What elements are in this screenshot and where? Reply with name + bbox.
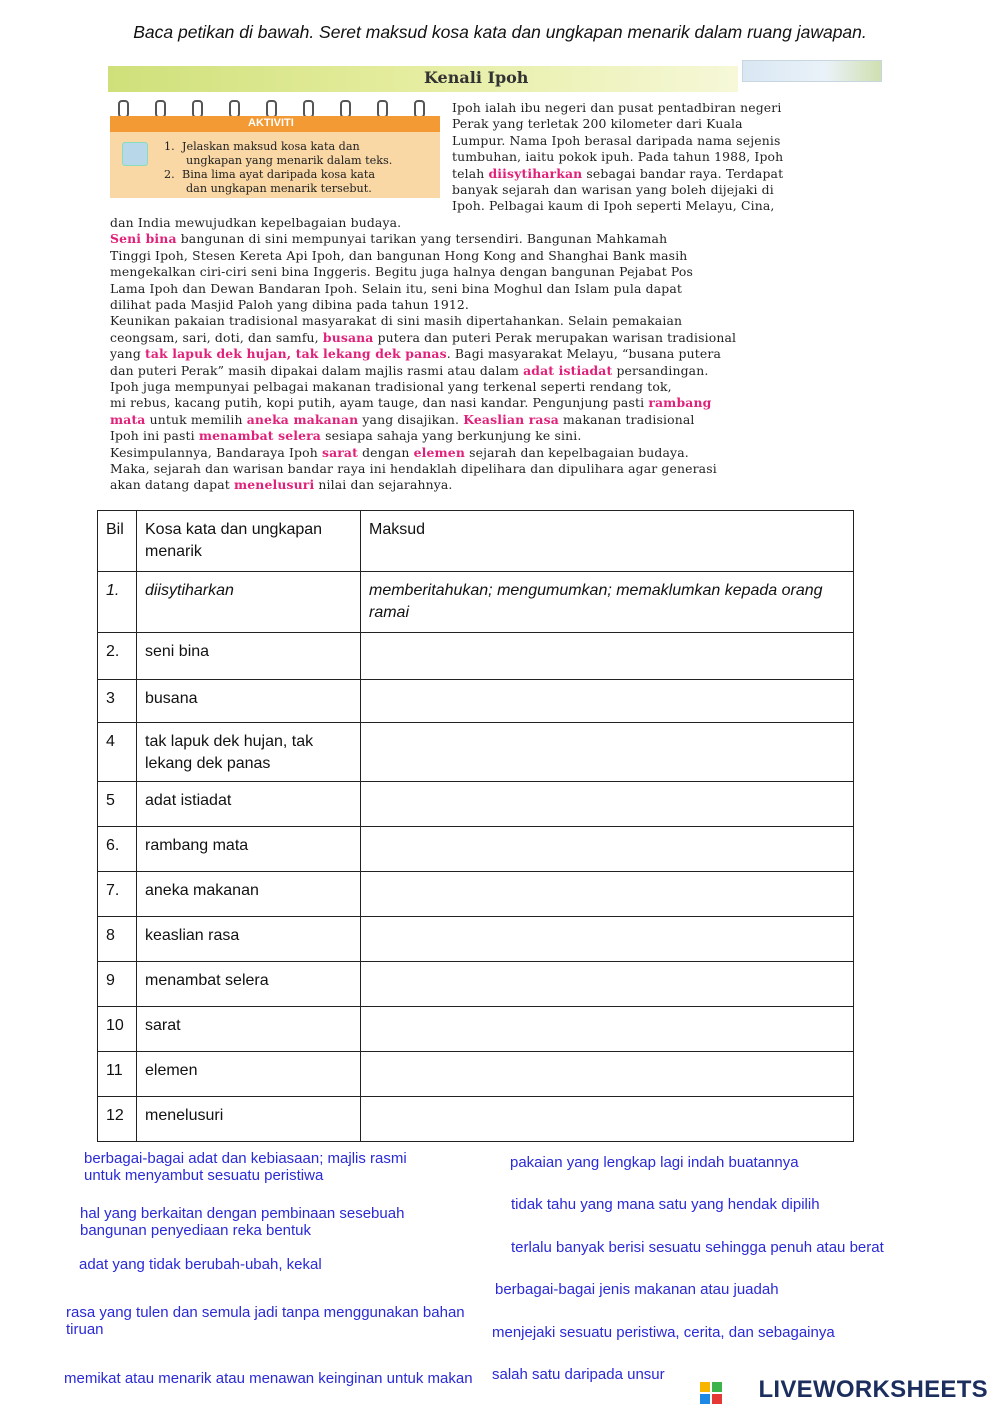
excerpt-text-segment: sejarah dan kepelbagaian budaya. [465,444,689,460]
excerpt-text-segment: untuk memilih [145,411,247,427]
excerpt-line [110,248,860,265]
excerpt-text-segment: Ipoh ialah ibu negeri dan pusat pentadbiran negeri [452,100,782,115]
excerpt-text-segment: Ipoh ini pasti [110,428,199,444]
excerpt-text-segment: aneka makanan [246,411,359,427]
header-bil: Bil [98,511,137,572]
row-number: 4 [98,723,137,782]
excerpt-text-segment: yang [110,346,145,362]
table-row [98,1097,854,1142]
answer-option[interactable]: rasa yang tulen dan semula jadi tanpa menggunakan bahan tiruan [66,1304,465,1338]
excerpt-text-segment: rambang [648,395,712,411]
aktiviti-item-line: ungkapan yang menarik dalam teks. [186,154,393,167]
row-kosa-kata: sarat [137,1007,361,1052]
excerpt-line [110,346,860,363]
answer-option[interactable]: terlalu banyak berisi sesuatu sehingga penuh atau berat [511,1239,884,1256]
answer-table-2 [97,826,854,1142]
excerpt-text-segment: bangunan di sini mempunyai tarikan yang tersendiri. Bangunan Mahkamah [176,231,668,247]
row-kosa-kata: tak lapuk dek hujan, tak lekang dek panas [137,723,361,782]
excerpt-text-segment: menambat selera [198,428,321,444]
answer-drop-zone[interactable] [361,1007,854,1052]
excerpt-text-segment: Lama Ipoh dan Dewan Bandaran Ipoh. Selain itu, seni bina Moghul dan Islam pula dapat [110,280,682,296]
excerpt-text-segment: Tinggi Ipoh, Stesen Kereta Api Ipoh, dan bangunan Hong Kong and Shanghai Bank masih [110,247,688,263]
excerpt-text-segment: makanan tradisional [558,411,695,427]
table-row [98,633,854,680]
answer-option[interactable]: adat yang tidak berubah-ubah, kekal [79,1256,322,1273]
excerpt-line [452,149,860,166]
excerpt-text-segment: dengan [358,444,414,460]
aktiviti-item-line: Bina lima ayat daripada kosa kata [182,168,376,181]
row-number: 2. [98,633,137,680]
excerpt-line [110,264,860,281]
excerpt-line [110,231,860,248]
excerpt-text-segment: mata [110,411,146,427]
row-number: 12 [98,1097,137,1142]
answer-drop-zone[interactable] [361,962,854,1007]
excerpt-text-segment: dilihat pada Masjid Paloh yang dibina pada tahun 1912. [110,297,470,312]
table-row [98,917,854,962]
excerpt-line [452,166,860,183]
title-bar [108,66,738,92]
excerpt-line [110,297,860,314]
excerpt-text-segment: Ipoh. Pelbagai kaum di Ipoh seperti Melayu, Cina, [452,198,775,214]
excerpt-text-segment: sebagai bandar raya. Terdapat [582,165,784,181]
excerpt-text-segment: Perak yang terletak 200 kilometer dari Kuala [452,116,743,132]
excerpt-line [110,445,860,462]
excerpt-text-segment: telah [452,165,489,181]
row-number: 5 [98,782,137,827]
excerpt-line [452,182,860,199]
answer-drop-zone[interactable] [361,782,854,827]
excerpt-line [110,281,860,298]
excerpt-text-segment: persandingan. [612,362,709,378]
excerpt-line [110,330,860,347]
excerpt-text-segment: menelusuri [234,477,315,493]
answer-drop-zone[interactable] [361,723,854,782]
excerpt-text-segment: adat istiadat [523,362,613,378]
answer-drop-zone[interactable] [361,1097,854,1142]
excerpt-line [110,313,860,330]
answer-option[interactable]: berbagai-bagai adat dan kebiasaan; majlis rasmi untuk menyambut sesuatu peristiwa [84,1150,407,1184]
answer-drop-zone[interactable]: memberitahukan; mengumumkan; memaklumkan kepada orang ramai [361,572,854,633]
row-kosa-kata: menambat selera [137,962,361,1007]
row-number: 6. [98,827,137,872]
liveworksheets-brand: LIVEWORKSHEETS [758,1376,988,1403]
excerpt-text-segment: tumbuhan, iaitu pokok ipuh. Pada tahun 1988, Ipoh [452,149,784,165]
aktiviti-item-number: 1. [164,140,175,153]
excerpt-text-segment: banyak sejarah dan warisan yang boleh dijejaki di [452,182,774,197]
excerpt-text-segment: sarat [321,444,358,460]
aktiviti-label: AKTIVITI [248,117,294,129]
excerpt-text-segment: Kesimpulannya, Bandaraya Ipoh [110,444,322,460]
row-kosa-kata: keaslian rasa [137,917,361,962]
table-row [98,572,854,633]
aktiviti-item-line: Jelaskan maksud kosa kata dan [182,140,360,153]
excerpt-text-segment: ceongsam, sari, doti, dan samfu, [110,329,323,345]
excerpt-text-segment: dan India mewujudkan kepelbagaian budaya. [110,215,402,230]
row-kosa-kata: elemen [137,1052,361,1097]
excerpt-text-segment: Keunikan pakaian tradisional masyarakat di sini masih dipertahankan. Selain pemakaian [110,313,683,329]
excerpt-text-segment: Keaslian rasa [463,411,559,427]
excerpt-line [110,215,860,232]
row-number: 9 [98,962,137,1007]
excerpt-text-segment: . Bagi masyarakat Melayu, “busana putera [446,346,721,362]
table-row [98,962,854,1007]
textbook-excerpt [108,62,860,502]
excerpt-text-segment: Ipoh juga mempunyai pelbagai makanan tradisional yang terkenal seperti rendang tok, [110,379,672,394]
row-kosa-kata: seni bina [137,633,361,680]
excerpt-line [110,363,860,380]
table-header-row [98,511,854,572]
row-number: 11 [98,1052,137,1097]
excerpt-line [110,428,860,445]
excerpt-line [110,395,860,412]
excerpt-line [110,379,860,396]
table-row [98,723,854,782]
answer-option[interactable]: menjejaki sesuatu peristiwa, cerita, dan sebagainya [492,1324,835,1341]
table-row [98,827,854,872]
answer-option[interactable]: memikat atau menarik atau menawan keinginan untuk makan [64,1370,473,1387]
excerpt-line [110,412,860,429]
instruction-text: Baca petikan di bawah. Seret maksud kosa kata dan ungkapan menarik dalam ruang jawapan. [133,22,867,42]
excerpt-text-segment: Seni bina [110,231,177,247]
excerpt-line [452,133,860,150]
excerpt-line [452,198,860,215]
row-kosa-kata: aneka makanan [137,872,361,917]
row-kosa-kata: adat istiadat [137,782,361,827]
excerpt-text-segment: busana [322,329,374,345]
table-row [98,680,854,723]
answer-option[interactable]: berbagai-bagai jenis makanan atau juadah [495,1281,779,1298]
row-number: 1. [98,572,137,633]
answer-drop-zone[interactable] [361,633,854,680]
excerpt-line [110,477,860,494]
excerpt-title: Kenali Ipoh [424,68,529,87]
answer-option[interactable]: hal yang berkaitan dengan pembinaan sesebuah bangunan penyediaan reka bentuk [80,1205,405,1239]
excerpt-text-segment: mengekalkan ciri-ciri seni bina Inggeris. Begitu juga halnya dengan bangunan Pejabat Pos [110,264,694,280]
answer-drop-zone[interactable] [361,917,854,962]
excerpt-text-segment: Lumpur. Nama Ipoh berasal daripada nama sejenis [452,132,781,148]
answer-drop-zone[interactable] [361,827,854,872]
table-row [98,782,854,827]
excerpt-line [452,116,860,133]
answer-option[interactable]: tidak tahu yang mana satu yang hendak dipilih [511,1196,820,1213]
header-maksud: Maksud [361,511,854,572]
header-kosa-kata: Kosa kata dan ungkapan menarik [137,511,361,572]
row-kosa-kata: busana [137,680,361,723]
excerpt-text-segment: yang disajikan. [358,411,464,427]
answer-option[interactable]: pakaian yang lengkap lagi indah buatannya [510,1154,799,1171]
thumbnail-image [742,60,882,82]
excerpt-text-segment: Maka, sejarah dan warisan bandar raya ini hendaklah dipelihara dan dipulihara agar generasi [110,461,717,476]
aktiviti-item-line: dan ungkapan menarik tersebut. [186,182,372,195]
row-number: 3 [98,680,137,723]
excerpt-text-segment: mi rebus, kacang putih, kopi putih, ayam tauge, dan nasi kandar. Pengunjung pasti [110,395,649,411]
excerpt-text-segment: diisytiharkan [488,165,583,181]
excerpt-line [110,461,860,478]
excerpt-text-segment: tak lapuk dek hujan, tak lekang dek panas [145,346,447,362]
answer-table-1 [97,510,854,827]
row-kosa-kata: menelusuri [137,1097,361,1142]
aktiviti-item-number: 2. [164,168,175,181]
excerpt-text-segment: sesiapa sahaja yang berkunjung ke sini. [321,428,582,444]
excerpt-text-segment: akan datang dapat [110,477,234,493]
row-number: 7. [98,872,137,917]
excerpt-text-segment: elemen [413,444,466,460]
excerpt-text-segment: dan puteri Perak” masih dipakai dalam majlis rasmi atau dalam [110,362,524,378]
row-number: 8 [98,917,137,962]
book-icon [122,142,148,166]
answer-drop-zone[interactable] [361,680,854,723]
excerpt-text-segment: putera dan puteri Perak merupakan warisan tradisional [373,329,737,345]
excerpt-text-segment: nilai dan sejarahnya. [314,477,453,493]
answer-drop-zone[interactable] [361,1052,854,1097]
row-number: 10 [98,1007,137,1052]
answer-option[interactable]: salah satu daripada unsur [492,1366,665,1383]
excerpt-line [452,100,860,117]
row-kosa-kata: rambang mata [137,827,361,872]
row-kosa-kata: diisytiharkan [137,572,361,633]
table-row [98,872,854,917]
answer-drop-zone[interactable] [361,872,854,917]
liveworksheets-logo-icon [700,1382,722,1404]
table-row [98,1052,854,1097]
table-row [98,1007,854,1052]
